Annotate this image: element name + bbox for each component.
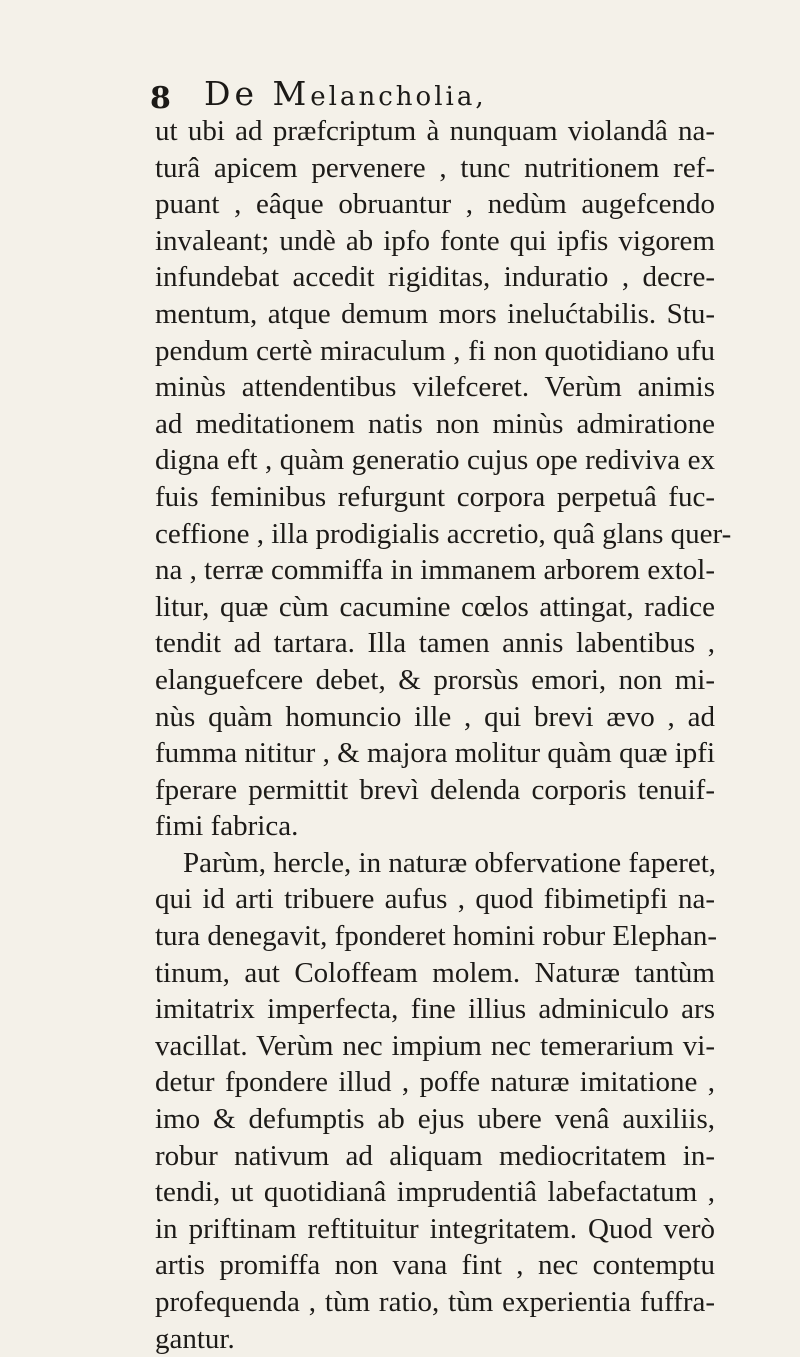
text-line: tendit ad tartara. Illa tamen annis labentibus , — [155, 627, 715, 660]
text-line: robur nativum ad aliquam mediocritatem in- — [155, 1139, 715, 1172]
running-title-rest: elancholia, — [310, 82, 487, 112]
text-line: qui id arti tribuere aufus , quod fibimetipfi na- — [155, 883, 715, 916]
text-line: ceffione , illa prodigialis accretio, quâ glans quer- — [155, 517, 732, 550]
paragraph-last-line: fimi fabrica. — [155, 810, 299, 843]
text-line: puant , eâque obruantur , nedùm augefcendo — [155, 188, 715, 221]
text-line: profequenda , tùm ratio, tùm experientia fuffra- — [155, 1286, 715, 1318]
text-line: fuis feminibus refurgunt corpora perpetuâ fuc- — [155, 480, 715, 513]
text-line: minùs attendentibus vilefceret. Verùm animis — [155, 371, 715, 404]
text-line: nùs quàm homuncio ille , qui brevi ævo , ad — [155, 700, 715, 733]
text-line: tendi, ut quotidianâ imprudentiâ labefactatum , — [155, 1176, 715, 1209]
text-line: artis promiffa non vana fint , nec contemptu — [155, 1249, 715, 1282]
text-line: digna eft , quàm generatio cujus ope rediviva ex — [155, 444, 715, 477]
text-line: na , terræ commiffa in immanem arborem extol- — [155, 554, 715, 587]
text-line: fumma nititur , & majora molitur quàm quæ ipfi — [155, 737, 715, 770]
body-text — [155, 113, 732, 1357]
text-line: tura denegavit, fponderet homini robur Elephan- — [155, 920, 718, 953]
text-line: fperare permittit brevì delenda corporis tenuif- — [155, 773, 715, 806]
page-number: 8 — [150, 81, 171, 116]
text-line: pendum certè miraculum , fi non quotidiano ufu — [155, 334, 715, 367]
text-line: vacillat. Verùm nec impium nec temerarium vi- — [155, 1029, 715, 1062]
paragraph-last-line: gantur. — [155, 1322, 235, 1355]
paragraph-first-line: Parùm, hercle, in naturæ obfervatione faperet, — [183, 846, 717, 879]
running-title — [204, 76, 487, 115]
running-title-initial: M — [272, 74, 311, 113]
text-line: imitatrix imperfecta, fine illius adminiculo ars — [155, 993, 715, 1026]
text-line: ut ubi ad præfcriptum à nunquam violandâ na- — [155, 115, 715, 147]
text-line: litur, quæ cùm cacumine cœlos attingat, radice — [155, 590, 715, 623]
text-line: invaleant; undè ab ipfo fonte qui ipfis vigorem — [155, 224, 715, 257]
text-line: turâ apicem pervenere , tunc nutritionem ref- — [155, 151, 715, 184]
text-line: detur fpondere illud , poffe naturæ imitatione , — [155, 1066, 715, 1099]
page-header — [150, 72, 670, 116]
text-line: tinum, aut Coloffeam molem. Naturæ tantùm — [155, 956, 715, 989]
text-line: in priftinam reftituitur integritatem. Quod verò — [155, 1212, 715, 1245]
text-line: elanguefcere debet, & prorsùs emori, non mi- — [155, 663, 715, 696]
text-line: ad meditationem natis non minùs admiratione — [155, 407, 715, 440]
text-line: mentum, atque demum mors inelućtabilis. Stu- — [155, 297, 715, 330]
text-line: imo & defumptis ab ejus ubere venâ auxiliis, — [155, 1103, 715, 1136]
running-title-word: De — [204, 74, 258, 113]
text-line: infundebat accedit rigiditas, induratio , decre- — [155, 261, 715, 294]
